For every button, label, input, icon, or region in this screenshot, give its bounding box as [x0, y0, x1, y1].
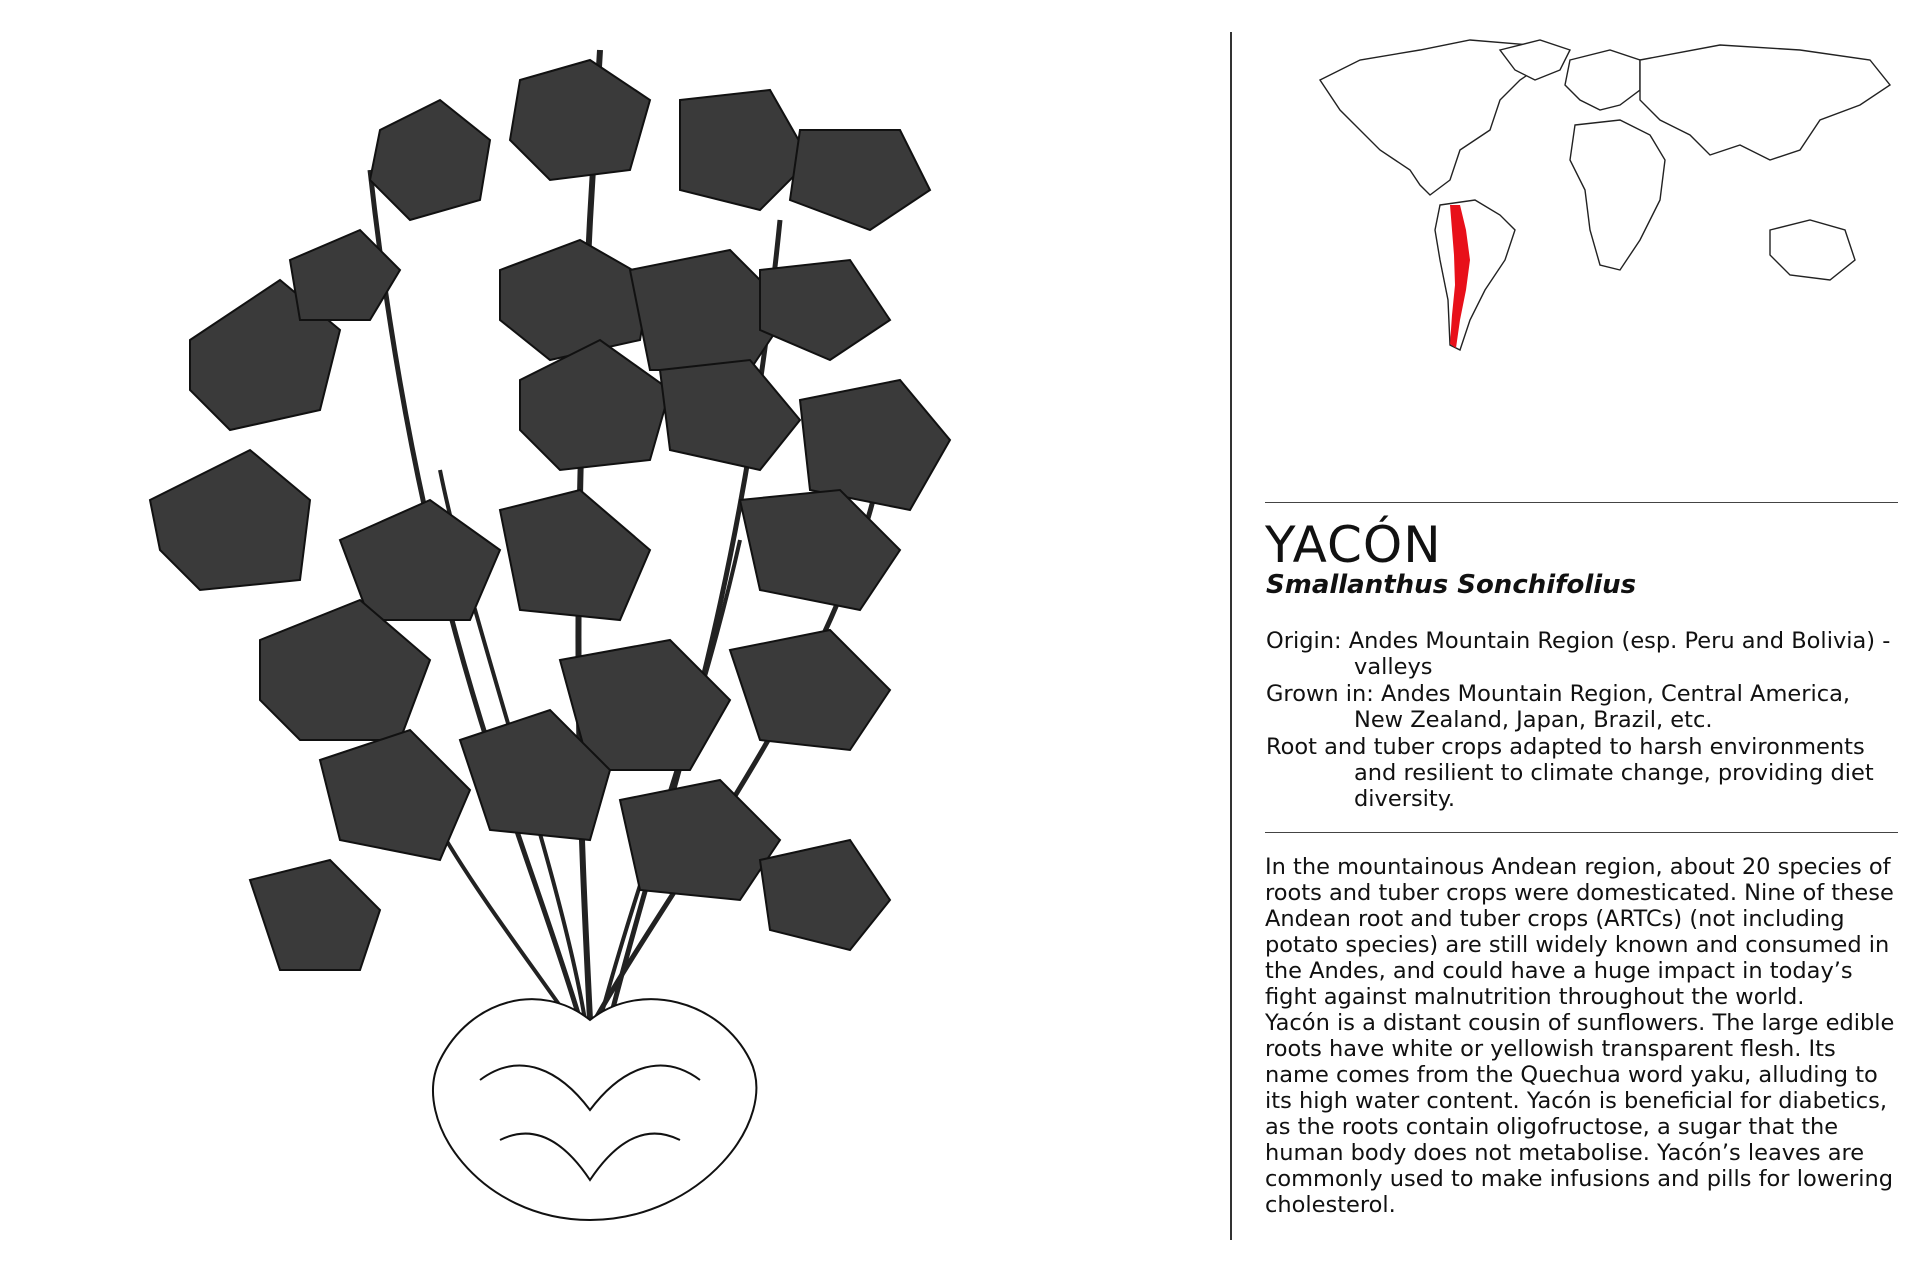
- leaf: [730, 630, 890, 750]
- australia: [1770, 220, 1855, 280]
- leaf: [760, 260, 890, 360]
- leaf: [800, 380, 950, 510]
- leaf: [250, 860, 380, 970]
- divider-bottom: [1265, 832, 1898, 833]
- vertical-divider: [1230, 32, 1232, 1240]
- description-paragraph: Yacón is a distant cousin of sunflowers. The large edible roots have white or yellowish transparent flesh. Its name comes from the Quechua word yaku, alluding to its high water content. Yacón is beneficial for diabetics, as the roots contain oligofructose, a sugar that the human body does not metabolise. Yacón’s leaves are commonly used to make infusions and pills for lowering cholesterol.: [1265, 1010, 1895, 1218]
- world-map: [1300, 30, 1900, 370]
- leaf: [370, 100, 490, 220]
- fact-grown-in: Grown in: Andes Mountain Region, Central America, New Zealand, Japan, Brazil, etc.: [1266, 681, 1851, 733]
- leaf: [620, 780, 780, 900]
- fact-origin: Origin: Andes Mountain Region (esp. Peru and Bolivia) - valleys: [1266, 628, 1891, 680]
- leaf: [760, 840, 890, 950]
- leaf: [500, 490, 650, 620]
- plant-illustration: [140, 20, 1040, 1260]
- leaf: [150, 450, 310, 590]
- europe: [1565, 50, 1640, 110]
- leaf: [340, 500, 500, 620]
- leaf: [500, 240, 650, 360]
- scientific-name: Smallanthus Sonchifolius: [1266, 570, 1637, 600]
- description: [1265, 854, 1905, 1218]
- leaf: [290, 230, 400, 320]
- asia: [1640, 45, 1890, 160]
- leaf: [510, 60, 650, 180]
- south-america: [1435, 200, 1515, 350]
- divider-top: [1265, 502, 1898, 503]
- fact-list: [1266, 628, 1898, 812]
- leaf: [740, 490, 900, 610]
- africa: [1570, 120, 1665, 270]
- description-paragraph: In the mountainous Andean region, about 20 species of roots and tuber crops were domesticated. Nine of these Andean root and tuber crops (ARTCs) (not including potato species) are still widely known and consumed in the Andes, and could have a huge impact in today’s fight against malnutrition throughout the world.: [1265, 854, 1894, 1010]
- leaf: [320, 730, 470, 860]
- fact-adaptation: Root and tuber crops adapted to harsh environments and resilient to climate change, providing diet diversity.: [1266, 734, 1874, 812]
- page-title: YACÓN: [1265, 516, 1442, 574]
- leaf: [790, 130, 930, 230]
- leaf: [660, 360, 800, 470]
